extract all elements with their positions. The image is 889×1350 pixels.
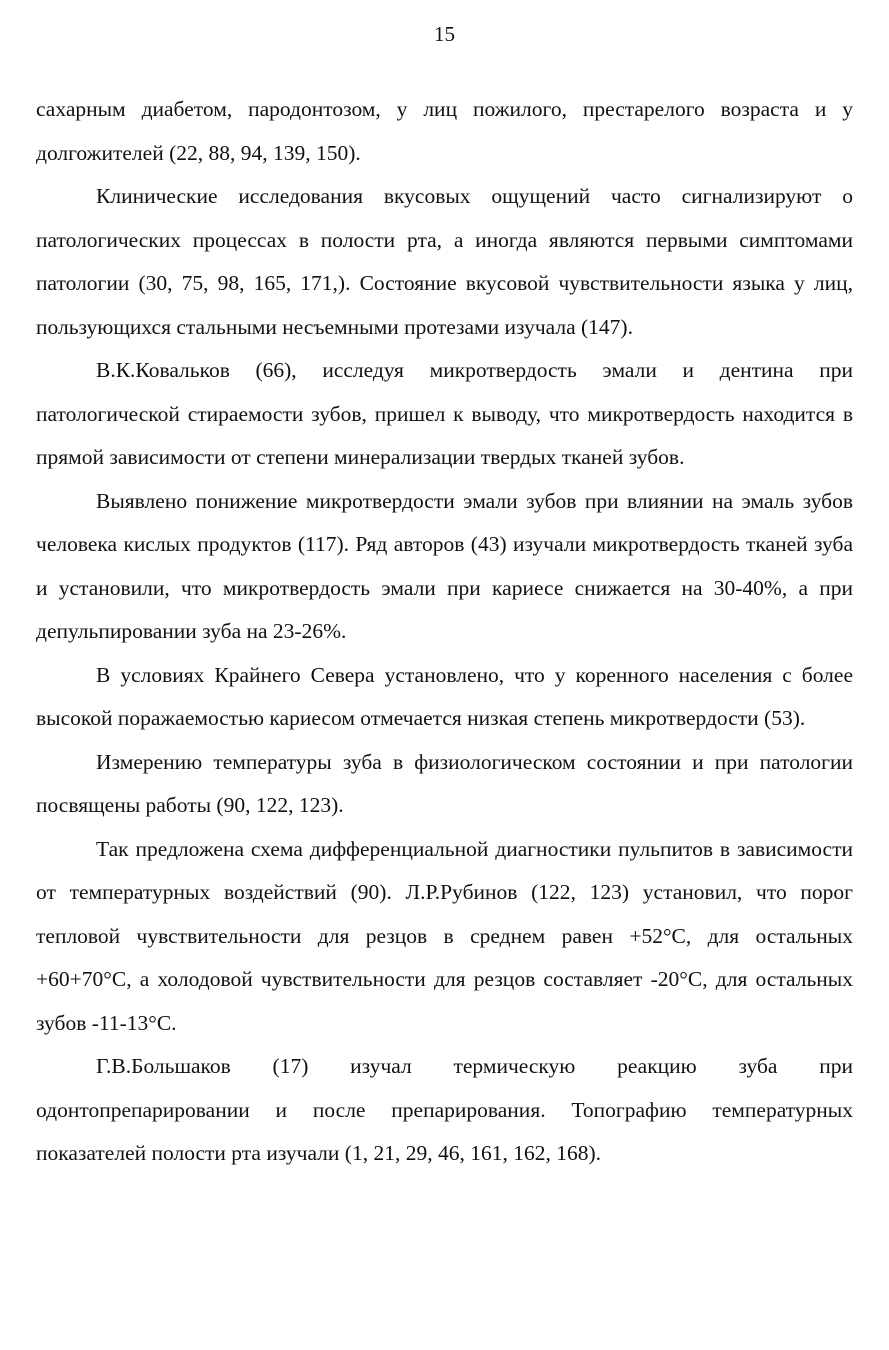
paragraph: Так предложена схема дифференциальной диагностики пульпитов в зависимости от температурных воздействий (90). Л.Р.Рубинов (122, 123) установил, что порог тепловой чувствительности для резцов в среднем равен +52°С, для остальных +60+70°С, а холодовой чувствительности для резцов составляет -20°С, для остальных зубов -11-13°С.	[36, 836, 853, 1035]
paragraph: Клинические исследования вкусовых ощущений часто сигнализируют о патологических процессах в полости рта, а иногда являются первыми симптомами патологии (30, 75, 98, 165, 171,). Состояние вкусовой чувствительности языка у лиц, пользующихся стальными несъемными протезами изучала (147).	[36, 184, 853, 339]
paragraph: Г.В.Большаков (17) изучал термическую реакцию зуба при одонтопрепарировании и после препарирования. Топографию температурных показателей полости рта изучали (1, 21, 29, 46, 161, 162, 168).	[36, 1054, 853, 1165]
paragraph: Измерению температуры зуба в физиологическом состоянии и при патологии посвящены работы (90, 122, 123).	[36, 749, 853, 817]
paragraph: В.К.Ковальков (66), исследуя микротвердость эмали и дентина при патологической стираемости зубов, пришел к выводу, что микротвердость находится в прямой зависимости от степени минерализации твердых тканей зубов.	[36, 358, 853, 469]
paragraph: сахарным диабетом, пародонтозом, у лиц пожилого, престарелого возраста и у долгожителей (22, 88, 94, 139, 150).	[36, 97, 853, 165]
paragraph: В условиях Крайнего Севера установлено, что у коренного населения с более высокой поражаемостью кариесом отмечается низкая степень микротвердости (53).	[36, 662, 853, 730]
page-number: 15	[434, 22, 455, 46]
body-text	[36, 88, 853, 1176]
paragraph: Выявлено понижение микротвердости эмали зубов при влиянии на эмаль зубов человека кислых продуктов (117). Ряд авторов (43) изучали микротвердость тканей зуба и установили, что микротвердость эмали при кариесе снижается на 30-40%, а при депульпировании зуба на 23-26%.	[36, 488, 853, 643]
